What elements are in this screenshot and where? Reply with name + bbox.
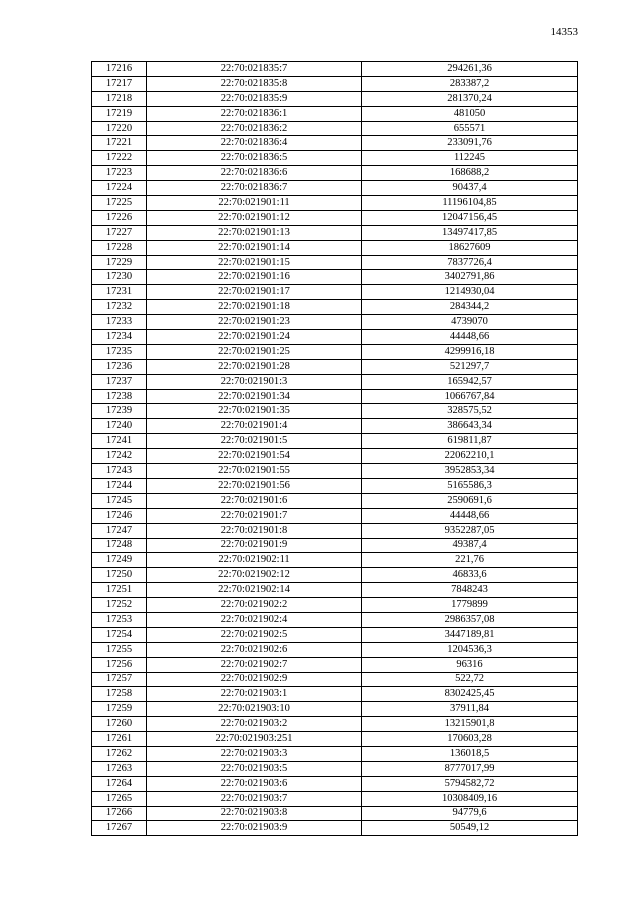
value-cell: 44448,66 bbox=[362, 330, 578, 345]
value-cell: 386643,34 bbox=[362, 419, 578, 434]
table-row bbox=[92, 583, 578, 598]
value-cell: 233091,76 bbox=[362, 136, 578, 151]
cadastral-number-cell: 22:70:021903:9 bbox=[147, 821, 362, 836]
table-row bbox=[92, 196, 578, 211]
value-cell: 10308409,16 bbox=[362, 791, 578, 806]
value-cell: 481050 bbox=[362, 106, 578, 121]
cadastral-number-cell: 22:70:021901:3 bbox=[147, 374, 362, 389]
row-number-cell: 17258 bbox=[92, 687, 147, 702]
cadastral-number-cell: 22:70:021903:10 bbox=[147, 702, 362, 717]
row-number-cell: 17245 bbox=[92, 493, 147, 508]
value-cell: 521297,7 bbox=[362, 359, 578, 374]
table-row bbox=[92, 121, 578, 136]
row-number-cell: 17225 bbox=[92, 196, 147, 211]
row-number-cell: 17246 bbox=[92, 508, 147, 523]
table-row bbox=[92, 642, 578, 657]
value-cell: 49387,4 bbox=[362, 538, 578, 553]
cadastral-number-cell: 22:70:021836:2 bbox=[147, 121, 362, 136]
row-number-cell: 17223 bbox=[92, 166, 147, 181]
value-cell: 112245 bbox=[362, 151, 578, 166]
row-number-cell: 17227 bbox=[92, 225, 147, 240]
row-number-cell: 17257 bbox=[92, 672, 147, 687]
row-number-cell: 17230 bbox=[92, 270, 147, 285]
value-cell: 283387,2 bbox=[362, 76, 578, 91]
row-number-cell: 17252 bbox=[92, 598, 147, 613]
table-row bbox=[92, 330, 578, 345]
row-number-cell: 17237 bbox=[92, 374, 147, 389]
cadastral-number-cell: 22:70:021902:7 bbox=[147, 657, 362, 672]
row-number-cell: 17243 bbox=[92, 464, 147, 479]
value-cell: 655571 bbox=[362, 121, 578, 136]
cadastral-number-cell: 22:70:021901:16 bbox=[147, 270, 362, 285]
row-number-cell: 17247 bbox=[92, 523, 147, 538]
row-number-cell: 17263 bbox=[92, 761, 147, 776]
value-cell: 168688,2 bbox=[362, 166, 578, 181]
cadastral-number-cell: 22:70:021902:9 bbox=[147, 672, 362, 687]
table-row bbox=[92, 627, 578, 642]
cadastral-number-cell: 22:70:021901:25 bbox=[147, 344, 362, 359]
table-row bbox=[92, 776, 578, 791]
value-cell: 12047156,45 bbox=[362, 210, 578, 225]
cadastral-number-cell: 22:70:021901:14 bbox=[147, 240, 362, 255]
table-row bbox=[92, 210, 578, 225]
table-row bbox=[92, 523, 578, 538]
table-row bbox=[92, 687, 578, 702]
value-cell: 13497417,85 bbox=[362, 225, 578, 240]
row-number-cell: 17222 bbox=[92, 151, 147, 166]
cadastral-number-cell: 22:70:021902:2 bbox=[147, 598, 362, 613]
cadastral-number-cell: 22:70:021901:12 bbox=[147, 210, 362, 225]
cadastral-number-cell: 22:70:021836:5 bbox=[147, 151, 362, 166]
row-number-cell: 17250 bbox=[92, 568, 147, 583]
cadastral-number-cell: 22:70:021901:55 bbox=[147, 464, 362, 479]
cadastral-number-cell: 22:70:021903:5 bbox=[147, 761, 362, 776]
table-row bbox=[92, 300, 578, 315]
cadastral-number-cell: 22:70:021836:7 bbox=[147, 181, 362, 196]
row-number-cell: 17236 bbox=[92, 359, 147, 374]
cadastral-number-cell: 22:70:021902:6 bbox=[147, 642, 362, 657]
value-cell: 13215901,8 bbox=[362, 717, 578, 732]
value-cell: 294261,36 bbox=[362, 62, 578, 77]
data-table bbox=[91, 61, 578, 836]
table-row bbox=[92, 702, 578, 717]
row-number-cell: 17216 bbox=[92, 62, 147, 77]
cadastral-number-cell: 22:70:021901:24 bbox=[147, 330, 362, 345]
value-cell: 1204536,3 bbox=[362, 642, 578, 657]
value-cell: 1214930,04 bbox=[362, 285, 578, 300]
row-number-cell: 17231 bbox=[92, 285, 147, 300]
cadastral-number-cell: 22:70:021903:8 bbox=[147, 806, 362, 821]
cadastral-number-cell: 22:70:021901:35 bbox=[147, 404, 362, 419]
table-row bbox=[92, 359, 578, 374]
value-cell: 5794582,72 bbox=[362, 776, 578, 791]
value-cell: 165942,57 bbox=[362, 374, 578, 389]
cadastral-number-cell: 22:70:021901:11 bbox=[147, 196, 362, 211]
table-row bbox=[92, 344, 578, 359]
row-number-cell: 17248 bbox=[92, 538, 147, 553]
value-cell: 7848243 bbox=[362, 583, 578, 598]
table-row bbox=[92, 315, 578, 330]
row-number-cell: 17244 bbox=[92, 478, 147, 493]
cadastral-number-cell: 22:70:021903:3 bbox=[147, 746, 362, 761]
value-cell: 96316 bbox=[362, 657, 578, 672]
value-cell: 3447189,81 bbox=[362, 627, 578, 642]
cadastral-number-cell: 22:70:021901:7 bbox=[147, 508, 362, 523]
value-cell: 18627609 bbox=[362, 240, 578, 255]
cadastral-number-cell: 22:70:021902:5 bbox=[147, 627, 362, 642]
cadastral-number-cell: 22:70:021901:28 bbox=[147, 359, 362, 374]
value-cell: 44448,66 bbox=[362, 508, 578, 523]
table-row bbox=[92, 508, 578, 523]
cadastral-number-cell: 22:70:021836:6 bbox=[147, 166, 362, 181]
value-cell: 1779899 bbox=[362, 598, 578, 613]
table-row bbox=[92, 568, 578, 583]
row-number-cell: 17266 bbox=[92, 806, 147, 821]
table-row bbox=[92, 478, 578, 493]
row-number-cell: 17241 bbox=[92, 434, 147, 449]
table-row bbox=[92, 151, 578, 166]
table-body bbox=[92, 62, 578, 836]
cadastral-number-cell: 22:70:021901:6 bbox=[147, 493, 362, 508]
row-number-cell: 17229 bbox=[92, 255, 147, 270]
row-number-cell: 17262 bbox=[92, 746, 147, 761]
table-row bbox=[92, 449, 578, 464]
table-row bbox=[92, 419, 578, 434]
value-cell: 8302425,45 bbox=[362, 687, 578, 702]
table-row bbox=[92, 538, 578, 553]
cadastral-number-cell: 22:70:021901:5 bbox=[147, 434, 362, 449]
value-cell: 2986357,08 bbox=[362, 612, 578, 627]
value-cell: 619811,87 bbox=[362, 434, 578, 449]
table-row bbox=[92, 389, 578, 404]
row-number-cell: 17239 bbox=[92, 404, 147, 419]
value-cell: 5165586,3 bbox=[362, 478, 578, 493]
table-row bbox=[92, 434, 578, 449]
row-number-cell: 17240 bbox=[92, 419, 147, 434]
cadastral-number-cell: 22:70:021901:23 bbox=[147, 315, 362, 330]
row-number-cell: 17260 bbox=[92, 717, 147, 732]
cadastral-number-cell: 22:70:021903:7 bbox=[147, 791, 362, 806]
value-cell: 3952853,34 bbox=[362, 464, 578, 479]
table-row bbox=[92, 181, 578, 196]
value-cell: 7837726,4 bbox=[362, 255, 578, 270]
value-cell: 90437,4 bbox=[362, 181, 578, 196]
row-number-cell: 17217 bbox=[92, 76, 147, 91]
table-row bbox=[92, 672, 578, 687]
row-number-cell: 17242 bbox=[92, 449, 147, 464]
page-number: 14353 bbox=[550, 26, 578, 38]
value-cell: 1066767,84 bbox=[362, 389, 578, 404]
table-row bbox=[92, 404, 578, 419]
table-row bbox=[92, 285, 578, 300]
value-cell: 281370,24 bbox=[362, 91, 578, 106]
cadastral-number-cell: 22:70:021902:12 bbox=[147, 568, 362, 583]
cadastral-number-cell: 22:70:021902:14 bbox=[147, 583, 362, 598]
table-row bbox=[92, 374, 578, 389]
table-row bbox=[92, 91, 578, 106]
row-number-cell: 17228 bbox=[92, 240, 147, 255]
cadastral-number-cell: 22:70:021903:1 bbox=[147, 687, 362, 702]
table-row bbox=[92, 761, 578, 776]
value-cell: 4299916,18 bbox=[362, 344, 578, 359]
cadastral-number-cell: 22:70:021836:1 bbox=[147, 106, 362, 121]
row-number-cell: 17226 bbox=[92, 210, 147, 225]
table-row bbox=[92, 732, 578, 747]
row-number-cell: 17251 bbox=[92, 583, 147, 598]
row-number-cell: 17224 bbox=[92, 181, 147, 196]
value-cell: 2590691,6 bbox=[362, 493, 578, 508]
cadastral-number-cell: 22:70:021901:18 bbox=[147, 300, 362, 315]
row-number-cell: 17256 bbox=[92, 657, 147, 672]
table-row bbox=[92, 493, 578, 508]
value-cell: 4739070 bbox=[362, 315, 578, 330]
row-number-cell: 17264 bbox=[92, 776, 147, 791]
table-row bbox=[92, 76, 578, 91]
table-row bbox=[92, 255, 578, 270]
value-cell: 37911,84 bbox=[362, 702, 578, 717]
value-cell: 522,72 bbox=[362, 672, 578, 687]
value-cell: 3402791,86 bbox=[362, 270, 578, 285]
table-row bbox=[92, 166, 578, 181]
table-row bbox=[92, 612, 578, 627]
cadastral-number-cell: 22:70:021903:2 bbox=[147, 717, 362, 732]
value-cell: 328575,52 bbox=[362, 404, 578, 419]
cadastral-number-cell: 22:70:021901:8 bbox=[147, 523, 362, 538]
table-row bbox=[92, 225, 578, 240]
table-row bbox=[92, 598, 578, 613]
cadastral-number-cell: 22:70:021901:34 bbox=[147, 389, 362, 404]
cadastral-number-cell: 22:70:021835:8 bbox=[147, 76, 362, 91]
cadastral-number-cell: 22:70:021901:9 bbox=[147, 538, 362, 553]
row-number-cell: 17254 bbox=[92, 627, 147, 642]
cadastral-number-cell: 22:70:021903:251 bbox=[147, 732, 362, 747]
row-number-cell: 17234 bbox=[92, 330, 147, 345]
table-row bbox=[92, 62, 578, 77]
value-cell: 8777017,99 bbox=[362, 761, 578, 776]
row-number-cell: 17265 bbox=[92, 791, 147, 806]
row-number-cell: 17232 bbox=[92, 300, 147, 315]
value-cell: 136018,5 bbox=[362, 746, 578, 761]
table-row bbox=[92, 553, 578, 568]
table-row bbox=[92, 106, 578, 121]
cadastral-number-cell: 22:70:021901:56 bbox=[147, 478, 362, 493]
value-cell: 50549,12 bbox=[362, 821, 578, 836]
table-row bbox=[92, 806, 578, 821]
value-cell: 94779,6 bbox=[362, 806, 578, 821]
row-number-cell: 17249 bbox=[92, 553, 147, 568]
value-cell: 221,76 bbox=[362, 553, 578, 568]
cadastral-number-cell: 22:70:021902:4 bbox=[147, 612, 362, 627]
value-cell: 22062210,1 bbox=[362, 449, 578, 464]
table-row bbox=[92, 136, 578, 151]
table-row bbox=[92, 821, 578, 836]
cadastral-number-cell: 22:70:021901:17 bbox=[147, 285, 362, 300]
row-number-cell: 17259 bbox=[92, 702, 147, 717]
value-cell: 284344,2 bbox=[362, 300, 578, 315]
cadastral-number-cell: 22:70:021901:4 bbox=[147, 419, 362, 434]
cadastral-number-cell: 22:70:021901:54 bbox=[147, 449, 362, 464]
table-row bbox=[92, 717, 578, 732]
value-cell: 9352287,05 bbox=[362, 523, 578, 538]
row-number-cell: 17221 bbox=[92, 136, 147, 151]
row-number-cell: 17235 bbox=[92, 344, 147, 359]
cadastral-number-cell: 22:70:021901:15 bbox=[147, 255, 362, 270]
cadastral-number-cell: 22:70:021836:4 bbox=[147, 136, 362, 151]
table-row bbox=[92, 240, 578, 255]
value-cell: 170603,28 bbox=[362, 732, 578, 747]
value-cell: 46833,6 bbox=[362, 568, 578, 583]
row-number-cell: 17261 bbox=[92, 732, 147, 747]
cadastral-number-cell: 22:70:021901:13 bbox=[147, 225, 362, 240]
row-number-cell: 17253 bbox=[92, 612, 147, 627]
table-row bbox=[92, 464, 578, 479]
cadastral-number-cell: 22:70:021835:9 bbox=[147, 91, 362, 106]
row-number-cell: 17238 bbox=[92, 389, 147, 404]
table-row bbox=[92, 746, 578, 761]
row-number-cell: 17233 bbox=[92, 315, 147, 330]
row-number-cell: 17218 bbox=[92, 91, 147, 106]
row-number-cell: 17220 bbox=[92, 121, 147, 136]
table-row bbox=[92, 657, 578, 672]
row-number-cell: 17255 bbox=[92, 642, 147, 657]
cadastral-number-cell: 22:70:021902:11 bbox=[147, 553, 362, 568]
value-cell: 11196104,85 bbox=[362, 196, 578, 211]
table-row bbox=[92, 791, 578, 806]
table-row bbox=[92, 270, 578, 285]
cadastral-number-cell: 22:70:021835:7 bbox=[147, 62, 362, 77]
cadastral-number-cell: 22:70:021903:6 bbox=[147, 776, 362, 791]
row-number-cell: 17219 bbox=[92, 106, 147, 121]
row-number-cell: 17267 bbox=[92, 821, 147, 836]
